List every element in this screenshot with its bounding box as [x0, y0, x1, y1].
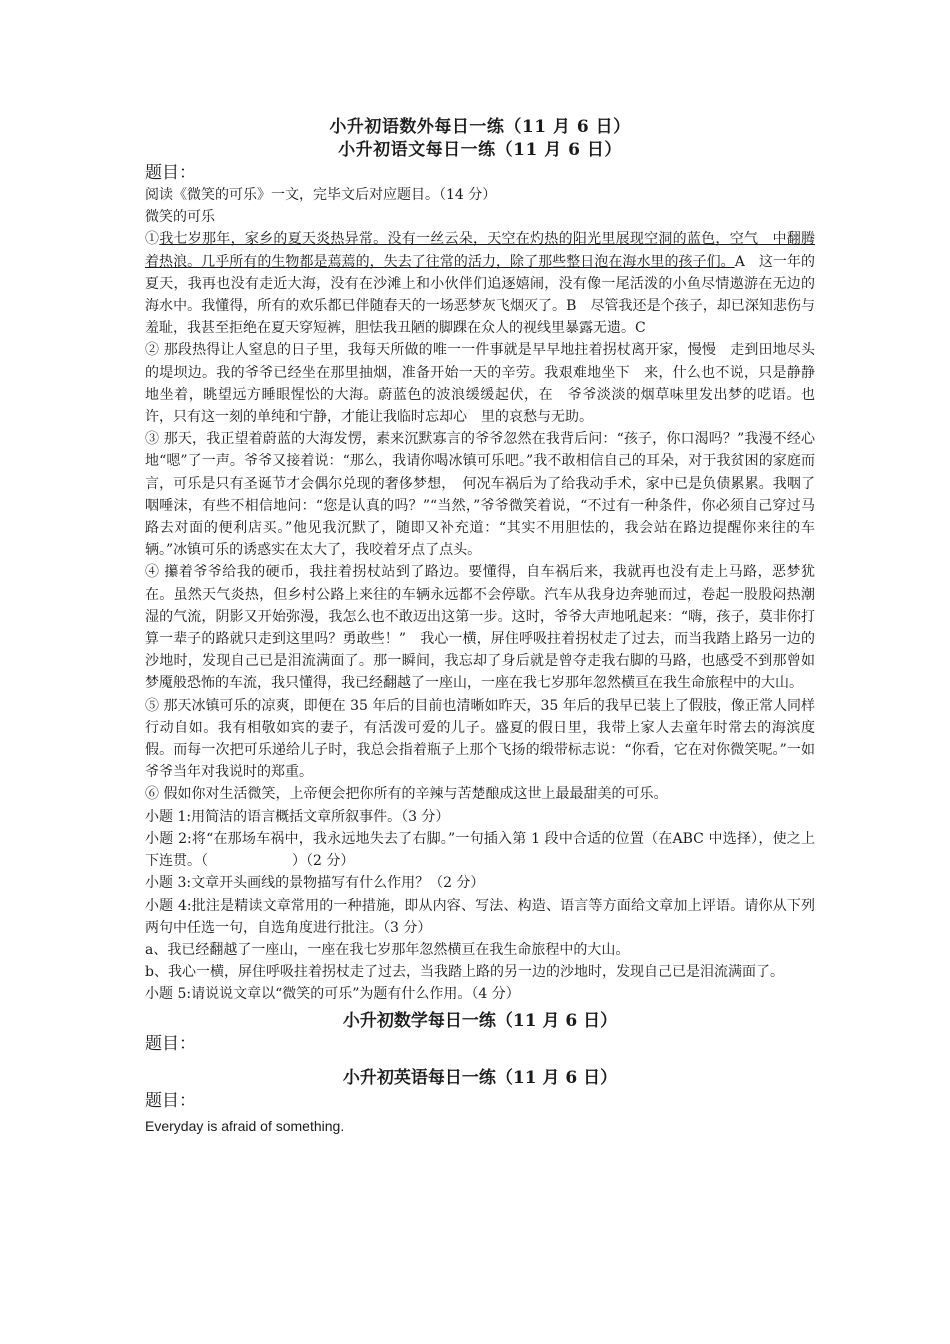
question-4-option-b: b、我心一横，屏住呼吸拄着拐杖走了过去，当我踏上路的另一边的沙地时，发现自己已是泪流满面了。 [145, 964, 784, 981]
english-sentence: Everyday is afraid of something. [145, 1117, 345, 1134]
article-title: 微笑的可乐 [145, 209, 215, 226]
math-section-title: 小升初数学每日一练（11 月 6 日） [342, 1010, 618, 1031]
paragraph-2: ② 那段热得让人窒息的日子里，我每天所做的唯一一件事就是早早地拄着拐杖离开家，慢慢 走到田地尽头的堤坝边。我的爷爷已经坐在那里抽烟，准备开始一天的辛劳。我艰难地坐下 来，什么也不说，只是静静地坐着，眺望远方睡眼惺忪的大海。蔚蓝色的波浪缓缓起伏，在 爷爷淡淡的烟草味里发出梦的呓语。也许，只有这一刻的单纯和宁静，才能让我临时忘却心 里的哀愁与无助。 [145, 342, 815, 426]
question-3: 小题 3:文章开头画线的景物描写有什么作用？（2 分） [145, 875, 485, 892]
paragraph-5: ⑤ 那天冰镇可乐的凉爽，即便在 35 年后的目前也清晰如昨天，35 年后的我早已装上了假肢，像正常人同样行动自如。我有相敬如宾的妻子，有活泼可爱的儿子。盛夏的假日里，我带上家人去童年时常去的海滨度假。而每一次把可乐递给儿子时，我总会指着瓶子上那个飞扬的缎带标志说：“你看，它在对你微笑呢。”一如爷爷当年对我说时的郑重。 [145, 697, 815, 781]
english-section-title: 小升初英语每日一练（11 月 6 日） [342, 1067, 618, 1088]
paragraph-1-number: ① [145, 231, 160, 248]
paragraph-3: ③ 那天，我正望着蔚蓝的大海发愣，素来沉默寡言的爷爷忽然在我背后问：“孩子，你口渴吗？”我漫不经心地“嗯”了一声。爷爷又接着说：“那么，我请你喝冰镇可乐吧。”我不敢相信自己的耳朵，对于我贫困的家庭而言，可乐是只有圣诞节才会偶尔兑现的奢侈梦想， 何况车祸后为了给我动手术，家中已是负债累累。我咽了咽唾沫，有些不相信地问：“您是认真的吗？”“当然，”爷爷微笑着说，“不过有一种条件，你必须自己穿过马路去对面的便利店买。”他见我沉默了，随即又补充道：“其实不用胆怯的，我会站在路边提醒你来往的车辆。”冰镇可乐的诱惑实在太大了，我咬着牙点了点头。 [145, 431, 815, 559]
math-topic-label: 题目： [145, 1033, 196, 1054]
question-2: 小题 2:将“在那场车祸中，我永远地失去了右脚。”一句插入第 1 段中合适的位置（在ABC 中选择），使之上下连贯。（ ）（2 分） [145, 830, 815, 870]
question-4-option-a: a、我已经翻越了一座山，一座在我七岁那年忽然横亘在我生命旅程中的大山。 [145, 941, 630, 958]
reading-intro: 阅读《微笑的可乐》一文，完毕文后对应题目。（14 分） [145, 187, 497, 203]
question-5: 小题 5:请说说文章以“微笑的可乐”为题有什么作用。（4 分） [145, 986, 520, 1003]
document-page [145, 116, 815, 1136]
question-1: 小题 1:用简洁的语言概括文章所叙事件。（3 分） [145, 808, 450, 825]
underlined-scenery-description: 我七岁那年，家乡的夏天炎热异常。没有一丝云朵，天空在灼热的阳光里展现空洞的蓝色，空气 中翻腾着热浪。几乎所有的生物都是蔫蔫的，失去了往常的活力，除了那些整日泡在海水里的孩子们。 [145, 231, 816, 270]
section-spacer [145, 1055, 815, 1063]
english-topic-label: 题目： [145, 1090, 196, 1111]
question-4: 小题 4:批注是精读文章常用的一种措施，即从内容、写法、构造、语言等方面给文章加上评语。请你从下列两句中任选一句，自选角度进行批注。（3 分） [145, 897, 815, 936]
chinese-topic-label: 题目： [145, 163, 196, 183]
paragraph-4: ④ 攥着爷爷给我的硬币，我拄着拐杖站到了路边。要懂得，自车祸后来，我就再也没有走上马路，恶梦犹在。虽然天气炎热，但乡村公路上来往的车辆永远都不会停歇。汽车从我身边奔驰而过，卷起一股股闷热潮湿的气流，阴影又开始弥漫，我怎么也不敢迈出这第一步。这时，爷爷大声地吼起来：“嗨，孩子，莫非你打算一辈子的路就只走到这里吗？勇敢些！” 我心一横，屏住呼吸拄着拐杖走了过去，而当我踏上路另一边的沙地时，发现自己已是泪流满面了。那一瞬间，我忘却了身后就是曾夺走我右脚的马路，也感受不到那曾如梦魇般恐怖的车流，我只懂得，我已经翻越了一座山，一座在我七岁那年忽然横亘在我生命旅程中的大山。 [145, 564, 815, 692]
paragraph-1 [145, 228, 815, 339]
paragraph-6: ⑥ 假如你对生活微笑，上帝便会把你所有的辛辣与苦楚酿成这世上最最甜美的可乐。 [145, 786, 668, 803]
chinese-section-title: 小升初语文每日一练（11 月 6 日） [338, 140, 622, 160]
main-title: 小升初语数外每日一练（11 月 6 日） [329, 117, 631, 137]
paragraph-1-rest: A 这一年的夏天，我再也没有走近大海，没有在沙滩上和小伙伴们追逐嬉闹，没有像一尾活泼的小鱼尽情遨游在无边的海水中。我懂得，所有的欢乐都已伴随春天的一场恶梦灰飞烟灭了。B 尽管我还是个孩子，却已深知悲伤与羞耻，我甚至拒绝在夏天穿短裤，胆怯我丑陋的脚踝在众人的视线里暴露无遗。C [145, 253, 815, 337]
